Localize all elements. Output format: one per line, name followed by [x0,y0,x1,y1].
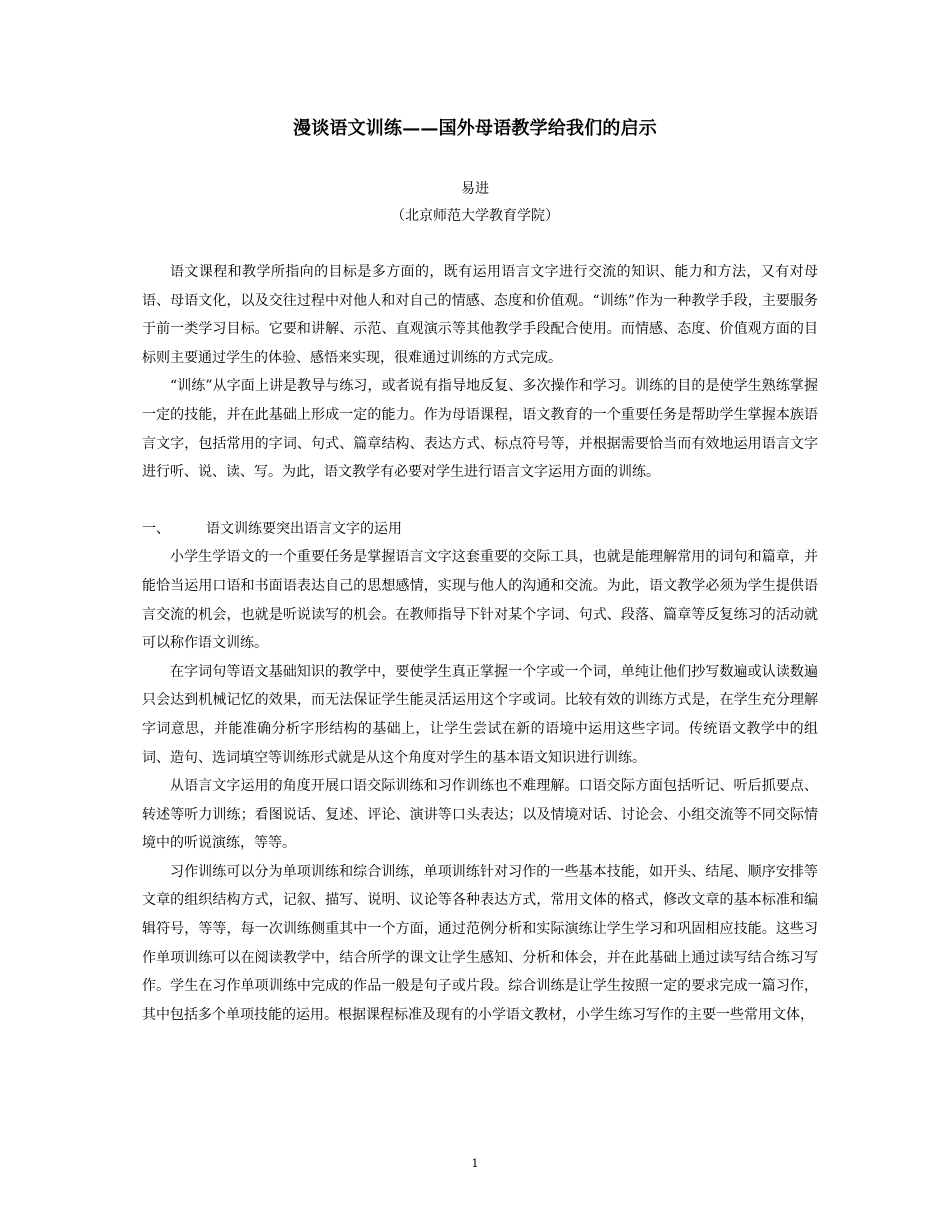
author-affiliation: （北京师范大学教育学院） [391,208,559,224]
paragraph: 习作训练可以分为单项训练和综合训练，单项训练针对习作的一些基本技能，如开头、结尾、顺序安排等文章的组织结构方式，记叙、描写、说明、议论等各种表达方式，常用文体的格式，修改文章的基本标准和编辑符号，等等，每一次训练侧重其中一个方面，通过范例分析和实际演练让学生学习和巩固相应技能。这些习作单项训练可以在阅读教学中，结合所学的课文让学生感知、分析和体会，并在此基础上通过读写结合练习写作。学生在习作单项训练中完成的作品一般是句子或片段。综合训练是让学生按照一定的要求完成一篇习作，其中包括多个单项技能的运用。根据课程标准及现有的小学语文教材，小学生练习写作的主要一些常用文体， [142,863,818,1023]
section-title: 语文训练要突出语言文字的运用 [206,520,402,537]
section-number: 一、 [142,520,170,537]
section-heading [142,515,818,544]
paragraph: 从语言文字运用的角度开展口语交际训练和习作训练也不难理解。口语交际方面包括听记、听后抓要点、转述等听力训练；看图说话、复述、评论、演讲等口头表达；以及情境对话、讨论会、小组交流等不同交际情境中的听说演练，等等。 [142,778,818,852]
paragraph: 小学生学语文的一个重要任务是掌握语言文字这套重要的交际工具，也就是能理解常用的词句和篇章，并能恰当运用口语和书面语表达自己的思想感情，实现与他人的沟通和交流。为此，语文教学必须为学生提供语言交流的机会，也就是听说读写的机会。在教师指导下针对某个字词、句式、段落、篇章等反复练习的活动就可以称作语文训练。 [142,549,818,652]
document-title: 漫谈语文训练——国外母语教学给我们的启示 [293,118,657,139]
article-body [142,258,818,1029]
paragraph: 在字词句等语文基础知识的教学中，要使学生真正掌握一个字或一个词，单纯让他们抄写数遍或认读数遍只会达到机械记忆的效果，而无法保证学生能灵活运用这个字或词。比较有效的训练方式是，在学生充分理解字词意思，并能准确分析字形结构的基础上，让学生尝试在新的语境中运用这些字词。传统语文教学中的组词、造句、选词填空等训练形式就是从这个角度对学生的基本语文知识进行训练。 [142,663,818,766]
paragraph: “训练”从字面上讲是教导与练习，或者说有指导地反复、多次操作和学习。训练的目的是使学生熟练掌握一定的技能，并在此基础上形成一定的能力。作为母语课程，语文教育的一个重要任务是帮助学生掌握本族语言文字，包括常用的字词、句式、篇章结构、表达方式、标点符号等，并根据需要恰当而有效地运用语言文字进行听、说、读、写。为此，语文教学有必要对学生进行语言文字运用方面的训练。 [142,378,818,481]
section-spacer [142,487,818,515]
paragraph: 语文课程和教学所指向的目标是多方面的，既有运用语言文字进行交流的知识、能力和方法，又有对母语、母语文化，以及交往过程中对他人和对自己的情感、态度和价值观。“训练”作为一种教学手段，主要服务于前一类学习目标。它要和讲解、示范、直观演示等其他教学手段配合使用。而情感、态度、价值观方面的目标则主要通过学生的体验、感悟来实现，很难通过训练的方式完成。 [142,264,818,366]
page-number: 1 [471,1157,479,1170]
author-name: 易进 [461,181,489,197]
